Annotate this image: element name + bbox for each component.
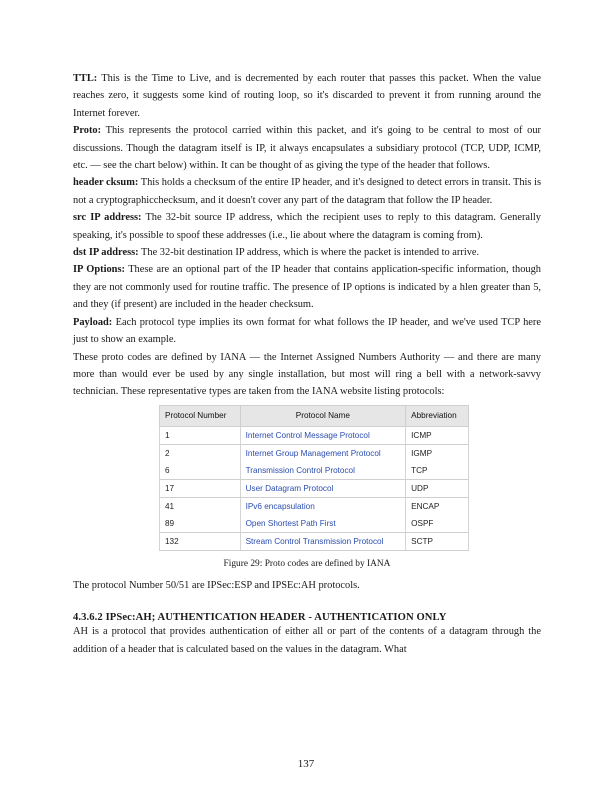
term-dst-ip: dst IP address: <box>73 247 139 259</box>
term-header-cksum: header cksum: <box>73 177 139 189</box>
table-row <box>160 479 469 497</box>
protocol-name-link[interactable]: Transmission Control Protocol <box>240 462 406 480</box>
protocol-abbreviation: TCP <box>406 462 469 480</box>
term-proto: Proto: <box>73 125 102 137</box>
protocol-name-link[interactable]: Internet Control Message Protocol <box>240 426 406 444</box>
table-row <box>160 462 469 480</box>
protocol-table-container <box>159 405 469 551</box>
protocol-number: 132 <box>160 532 241 550</box>
protocol-name-link[interactable]: Stream Control Transmission Protocol <box>240 532 406 550</box>
section-heading: 4.3.6.2 IPSec:AH; AUTHENTICATION HEADER - AUTHENTICATION ONLY <box>73 612 447 624</box>
table-row <box>160 515 469 533</box>
paragraph-dst-ip <box>73 244 541 261</box>
paragraph-header-cksum <box>73 174 541 209</box>
header-abbreviation: Abbreviation <box>406 405 469 426</box>
term-src-ip: src IP address: <box>73 212 142 224</box>
protocol-name-link[interactable]: Internet Group Management Protocol <box>240 444 406 462</box>
paragraph-ip-options <box>73 261 541 313</box>
desc-payload: Each protocol type implies its own format for what follows the IP header, and we've used TCP here just to show an example. <box>73 316 541 346</box>
term-payload: Payload: <box>73 316 113 328</box>
table-row <box>160 426 469 444</box>
protocol-number: 2 <box>160 444 241 462</box>
paragraph-iana <box>73 349 541 401</box>
table-row <box>160 532 469 550</box>
protocol-name-link[interactable]: IPv6 encapsulation <box>240 497 406 515</box>
field-descriptions <box>73 70 541 401</box>
section-paragraph: AH is a protocol that provides authentication of either all or part of the contents of a datagram through the addition of a header that is calculated based on the values in the datagram. What <box>73 626 541 655</box>
desc-header-cksum: This holds a checksum of the entire IP header, and it's designed to detect errors in transit. This is not a cryptographicchecksum, and it doesn't cover any part of the datagram that follow the IP header. <box>73 177 541 206</box>
protocol-number: 41 <box>160 497 241 515</box>
paragraph-proto <box>73 122 541 174</box>
protocol-abbreviation: SCTP <box>406 532 469 550</box>
paragraph-payload <box>73 314 541 349</box>
protocol-abbreviation: ENCAP <box>406 497 469 515</box>
desc-ip-options: These are an optional part of the IP header that contains application-specific information, though they are not commonly used for routine traffic. The presence of IP options is indicated by a hlen greater than 5, and they (if present) are included in the header checksum. <box>73 264 541 311</box>
figure-caption: Figure 29: Proto codes are defined by IANA <box>223 558 391 569</box>
protocol-abbreviation: OSPF <box>406 515 469 533</box>
desc-src-ip: The 32-bit source IP address, which the recipient uses to reply to this datagram. Generally speaking, it's possible to spoof these addresses (i.e., lie about where the datagram is coming from). <box>73 212 541 241</box>
protocol-abbreviation: ICMP <box>406 426 469 444</box>
protocol-number: 17 <box>160 479 241 497</box>
page-number: 137 <box>297 758 315 770</box>
paragraph-ttl <box>73 70 541 122</box>
header-protocol-name: Protocol Name <box>240 405 406 426</box>
table-header-row <box>160 405 469 426</box>
header-protocol-number: Protocol Number <box>160 405 241 426</box>
protocol-number: 89 <box>160 515 241 533</box>
protocol-number: 6 <box>160 462 241 480</box>
table-row <box>160 444 469 462</box>
paragraph-src-ip <box>73 209 541 244</box>
desc-dst-ip: The 32-bit destination IP address, which is where the packet is intended to arrive. <box>138 247 480 259</box>
protocol-number: 1 <box>160 426 241 444</box>
protocol-name-link[interactable]: User Datagram Protocol <box>240 479 406 497</box>
term-ttl: TTL: <box>73 73 98 84</box>
document-page <box>73 70 541 658</box>
desc-iana: These proto codes are defined by IANA — the Internet Assigned Numbers Authority — and there are many more than would ever be used by any single installation, but most will ring a bell with a network-savvy technician. These representative types are taken from the IANA website listing protocols: <box>73 351 541 398</box>
protocol-abbreviation: IGMP <box>406 444 469 462</box>
protocol-table <box>159 405 469 551</box>
table-row <box>160 497 469 515</box>
desc-proto: This represents the protocol carried within this packet, and it's going to be central to most of our discussions. Though the datagram itself is IP, it always encapsulates a subsidiary protocol (TCP, UDP, ICMP, etc. — see the chart below) within. It can be thought of as giving the type of the header that follows. <box>73 125 541 172</box>
protocol-name-link[interactable]: Open Shortest Path First <box>240 515 406 533</box>
desc-ttl: This is the Time to Live, and is decremented by each router that passes this packet. When the value reaches zero, it suggests some kind of routing loop, so it's discarded to prevent it from running around the Internet forever. <box>73 73 541 119</box>
after-table-paragraph: The protocol Number 50/51 are IPSec:ESP and IPSEc:AH protocols. <box>73 579 360 591</box>
protocol-abbreviation: UDP <box>406 479 469 497</box>
term-ip-options: IP Options: <box>73 264 125 276</box>
